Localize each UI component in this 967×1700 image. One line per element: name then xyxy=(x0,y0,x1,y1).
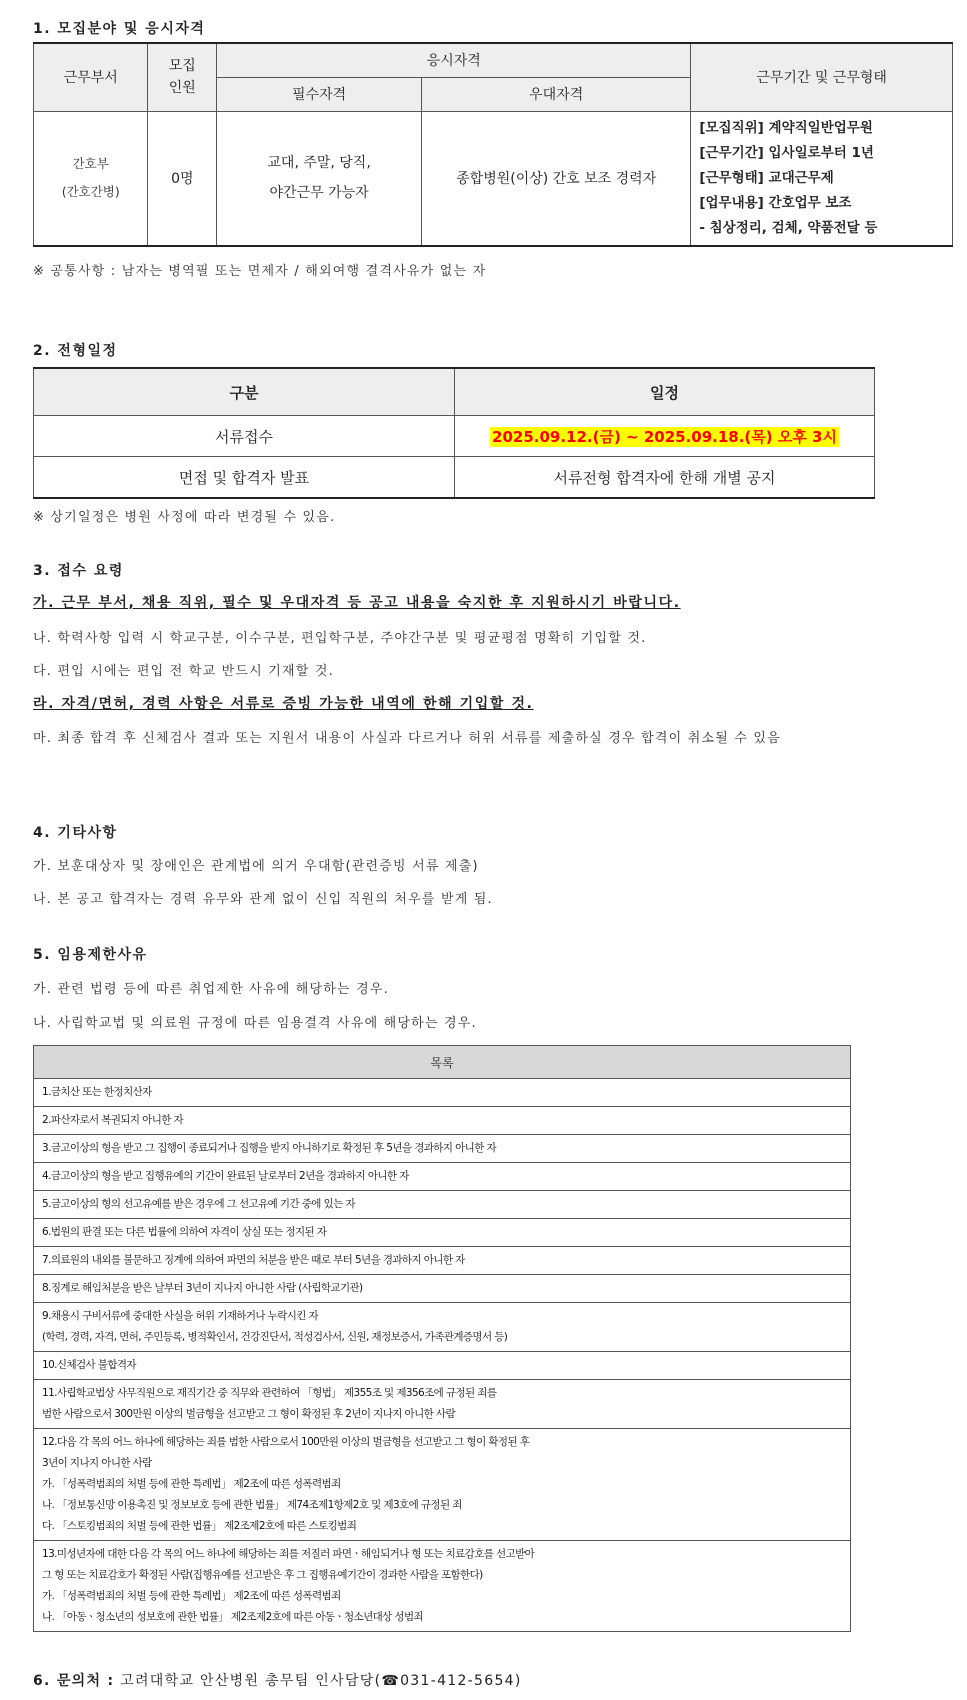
list-item: 11.사립학교법상 사무직원으로 재직기간 중 직무와 관련하여 「형법」 제355조 및 제356조에 규정된 죄를 범한 사람으로서 300만원 이상의 벌금형을 선고받고 그 형이 확정된 후 2년이 지나지 아니한 사람 xyxy=(34,1380,851,1429)
header-qualification: 응시자격 xyxy=(217,43,691,77)
disqualification-table xyxy=(33,1045,851,1632)
application-item: 나. 학력사항 입력 시 학교구분, 이수구분, 편입학구분, 주야간구분 및 평균평점 명확히 기입할 것. xyxy=(33,631,647,646)
list-item: 13.미성년자에 대한 다음 각 목의 어느 하나에 해당하는 죄를 저질러 파면ㆍ해임되거나 형 또는 치료감호를 선고받아 그 형 또는 치료감호가 확정된 사람(집행유예를 선고받은 후 그 집행유예기간이 경과한 사람을 포함한다) 가. 「성폭력범죄의 처벌 등에 관한 특례법」 제2조에 따른 성폭력범죄 나. 「아동ㆍ청소년의 성보호에 관한 법률」 제2조제2호에 따른 아동ㆍ청소년대상 성범죄 xyxy=(34,1541,851,1632)
restriction-item: 가. 관련 법령 등에 따른 취업제한 사유에 해당하는 경우. xyxy=(33,982,389,997)
header-schedule: 일정 xyxy=(455,368,875,416)
contact-info: 고려대학교 안산병원 총무팀 인사담당(☎031-412-5654) xyxy=(120,1673,522,1689)
list-item: 9.채용시 구비서류에 중대한 사실을 허위 기재하거나 누락시킨 자 (학력, 경력, 자격, 면허, 주민등록, 병적확인서, 건강진단서, 적성검사서, 신원, 재정보증서, 가족관계증명서 등) xyxy=(34,1303,851,1352)
list-item: 1.금치산 또는 한정치산자 xyxy=(34,1079,851,1107)
list-item: 6.법원의 판결 또는 다른 법률에 의하여 자격이 상실 또는 정지된 자 xyxy=(34,1219,851,1247)
application-item: 다. 편입 시에는 편입 전 학교 반드시 기재할 것. xyxy=(33,664,334,679)
list-item: 12.다음 각 목의 어느 하나에 해당하는 죄를 범한 사람으로서 100만원 이상의 벌금형을 선고받고 그 형이 확정된 후 3년이 지나지 아니한 사람 가. 「성폭력범죄의 처벌 등에 관한 특례법」 제2조에 따른 성폭력범죄 나. 「정보통신망 이용촉진 및 정보보호 등에 관한 법률」 제74조제1항제2호 및 제3호에 규정된 죄 다. 「스토킹범죄의 처벌 등에 관한 법률」 제2조제2호에 따른 스토킹범죄 xyxy=(34,1429,851,1541)
contact-line xyxy=(33,1670,522,1690)
duty-line: - 침상정리, 검체, 약품전달 등 xyxy=(699,219,878,236)
section-6-title: 6. 문의처 : xyxy=(33,1673,115,1689)
header-period: 근무기간 및 근무형태 xyxy=(691,43,953,111)
section-5-title: 5. 임용제한사유 xyxy=(33,947,148,963)
section-2-title: 2. 전형일정 xyxy=(33,343,118,359)
schedule-category: 면접 및 합격자 발표 xyxy=(34,457,455,499)
required-line-2: 야간근무 가능자 xyxy=(269,185,369,201)
header-dept: 근무부서 xyxy=(34,43,148,111)
list-item: 7.의료원의 내외를 불문하고 징계에 의하여 파면의 처분을 받은 때로 부터 5년을 경과하지 아니한 자 xyxy=(34,1247,851,1275)
list-item: 3.금고이상의 형을 받고 그 집행이 종료되거나 집행을 받지 아니하기로 확정된 후 5년을 경과하지 아니한 자 xyxy=(34,1135,851,1163)
schedule-category: 서류접수 xyxy=(34,416,455,457)
section-4-title: 4. 기타사항 xyxy=(33,825,118,841)
schedule-table xyxy=(33,367,875,499)
application-item: 가. 근무 부서, 채용 직위, 필수 및 우대자격 등 공고 내용을 숙지한 후 지원하시기 바랍니다. xyxy=(33,595,681,611)
required-line-1: 교대, 주말, 당직, xyxy=(267,155,371,171)
restriction-item: 나. 사립학교법 및 의료원 규정에 따른 임용결격 사유에 해당하는 경우. xyxy=(33,1016,477,1031)
required-cell xyxy=(217,111,422,246)
count-cell: 0명 xyxy=(148,111,217,246)
list-item: 4.금고이상의 형을 받고 집행유예의 기간이 완료된 날로부터 2년을 경과하지 아니한 자 xyxy=(34,1163,851,1191)
schedule-value-cell xyxy=(455,416,875,457)
list-header: 목록 xyxy=(34,1046,851,1079)
list-item: 5.금고이상의 형의 선고유예를 받은 경우에 그 선고유예 기간 중에 있는 자 xyxy=(34,1191,851,1219)
header-preferred: 우대자격 xyxy=(422,77,691,111)
duty-cell xyxy=(691,111,953,246)
dept-subname: (간호간병) xyxy=(61,184,120,199)
dept-name: 간호부 xyxy=(72,156,109,171)
section-1-note: ※ 공통사항 : 남자는 병역필 또는 면제자 / 해외여행 결격사유가 없는 자 xyxy=(33,264,487,279)
list-item: 8.징계로 해임처분을 받은 날부터 3년이 지나지 아니한 사람 (사립학교기관) xyxy=(34,1275,851,1303)
misc-item: 가. 보훈대상자 및 장애인은 관계법에 의거 우대함(관련증빙 서류 제출) xyxy=(33,859,479,874)
header-required: 필수자격 xyxy=(217,77,422,111)
list-item: 2.파산자로서 복권되지 아니한 자 xyxy=(34,1107,851,1135)
duty-line: [근무기간] 입사일로부터 1년 xyxy=(699,144,874,161)
duty-line: [근무형태] 교대근무제 xyxy=(699,169,834,186)
section-2-note: ※ 상기일정은 병원 사정에 따라 변경될 수 있음. xyxy=(33,510,336,525)
header-count: 모집 인원 xyxy=(148,43,217,111)
header-category: 구분 xyxy=(34,368,455,416)
list-item: 10.신체검사 불합격자 xyxy=(34,1352,851,1380)
recruitment-table xyxy=(33,42,953,247)
application-item: 라. 자격/면허, 경력 사항은 서류로 증빙 가능한 내역에 한해 기입할 것. xyxy=(33,696,534,712)
schedule-value: 서류전형 합격자에 한해 개별 공지 xyxy=(455,457,875,499)
misc-item: 나. 본 공고 합격자는 경력 유무와 관계 없이 신입 직원의 처우를 받게 됨. xyxy=(33,892,493,907)
section-1-title: 1. 모집분야 및 응시자격 xyxy=(33,21,206,37)
application-item: 마. 최종 합격 후 신체검사 결과 또는 지원서 내용이 사실과 다르거나 허위 서류를 제출하실 경우 합격이 취소될 수 있음 xyxy=(33,731,781,746)
section-3-title: 3. 접수 요령 xyxy=(33,563,124,579)
duty-line: [업무내용] 간호업무 보조 xyxy=(699,194,852,211)
duty-line: [모집직위] 계약직일반업무원 xyxy=(699,119,873,136)
dept-cell xyxy=(34,111,148,246)
highlighted-date: 2025.09.12.(금) ~ 2025.09.18.(목) 오후 3시 xyxy=(492,427,837,446)
preferred-cell: 종합병원(이상) 간호 보조 경력자 xyxy=(422,111,691,246)
